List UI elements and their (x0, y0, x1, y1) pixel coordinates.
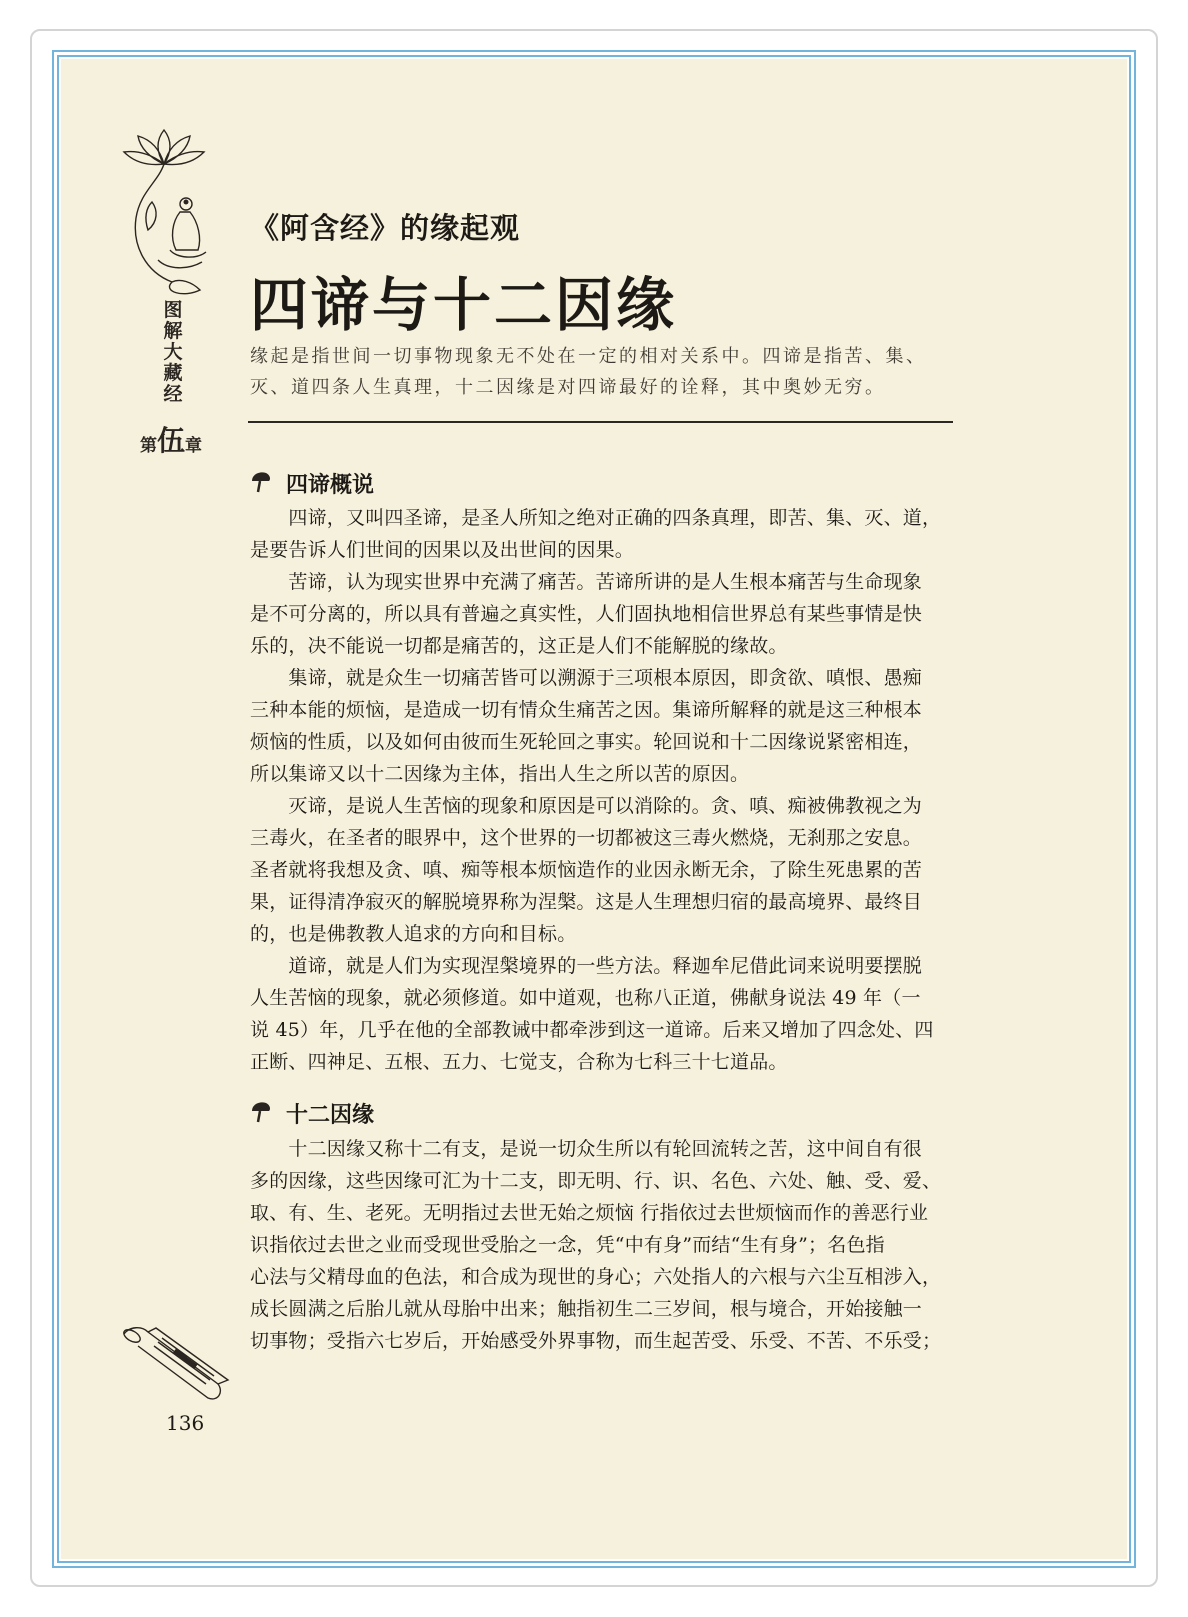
chapter-suffix: 章 (185, 436, 203, 456)
paragraph-line: 灭谛，是说人生苦恼的现象和原因是可以消除的。贪、嗔、痴被佛教视之为 (250, 795, 923, 817)
paragraph-line: 是不可分离的，所以具有普遍之真实性，人们固执地相信世界总有某些事情是快 (250, 603, 923, 625)
chapter-badge (140, 422, 202, 456)
paragraph-line: 三毒火，在圣者的眼界中，这个世界的一切都被这三毒火燃烧，无刹那之安息。 (250, 827, 923, 849)
paragraph-line: 十二因缘又称十二有支，是说一切众生所以有轮回流转之苦，这中间自有很 (250, 1138, 923, 1160)
scroll-illustration (118, 1318, 234, 1406)
lotus-figure-illustration (118, 122, 210, 302)
series-title-vertical (158, 300, 188, 405)
paragraph-line: 的，也是佛教教人追求的方向和目标。 (250, 923, 577, 945)
paragraph-line: 成长圆满之后胎儿就从母胎中出来；触指初生二三岁间，根与境合，开始接触一 (250, 1298, 923, 1320)
paragraph-line: 所以集谛又以十二因缘为主体，指出人生之所以苦的原因。 (250, 763, 750, 785)
paragraph-line: 集谛，就是众生一切痛苦皆可以溯源于三项根本原因，即贪欲、嗔恨、愚痴 (250, 667, 923, 689)
paragraph-line: 果，证得清净寂灭的解脱境界称为涅槃。这是人生理想归宿的最高境界、最终目 (250, 891, 923, 913)
paragraph-line: 四谛，又叫四圣谛，是圣人所知之绝对正确的四条真理，即苦、集、灭、道， (250, 507, 942, 529)
page-number: 136 (166, 1411, 205, 1435)
paragraph-line: 多的因缘，这些因缘可汇为十二支，即无明、行、识、名色、六处、触、受、爱、 (250, 1170, 942, 1192)
paragraph-line: 说 45）年，几乎在他的全部教诫中都牵涉到这一道谛。后来又增加了四念处、四 (250, 1019, 934, 1041)
paragraph-line: 心法与父精母血的色法，和合成为现世的身心；六处指人的六根与六尘互相涉入， (250, 1266, 942, 1288)
paragraph-line: 苦谛，认为现实世界中充满了痛苦。苦谛所讲的是人生根本痛苦与生命现象 (250, 571, 923, 593)
header-divider (248, 421, 953, 423)
section-title-twelve-links: 十二因缘 (286, 1102, 375, 1128)
series-title-char: 藏 (163, 362, 183, 384)
section-title-four-truths: 四谛概说 (286, 472, 375, 498)
paragraph-line: 三种本能的烦恼，是造成一切有情众生痛苦之因。集谛所解释的就是这三种根本 (250, 699, 923, 721)
intro-line: 缘起是指世间一切事物现象无不处在一定的相对关系中。四谛是指苦、集、 (250, 346, 927, 367)
series-title-char: 解 (163, 320, 183, 342)
mushroom-icon (250, 470, 272, 494)
mushroom-icon (250, 1100, 272, 1124)
series-title-char: 图 (163, 299, 183, 321)
paragraph-line: 识指依过去世之业而受现世受胎之一念，凭“中有身”而结“生有身”；名色指 (250, 1234, 885, 1256)
paragraph-line: 切事物；受指六七岁后，开始感受外界事物，而生起苦受、乐受、不苦、不乐受； (250, 1330, 942, 1352)
series-title-char: 大 (163, 341, 183, 363)
paragraph-line: 人生苦恼的现象，就必须修道。如中道观，也称八正道，佛献身说法 49 年（一 (250, 987, 921, 1009)
chapter-number: 伍 (157, 424, 186, 457)
paragraph-line: 乐的，决不能说一切都是痛苦的，这正是人们不能解脱的缘故。 (250, 635, 788, 657)
page-title: 四谛与十二因缘 (250, 271, 678, 339)
paragraph-line: 烦恼的性质，以及如何由彼而生死轮回之事实。轮回说和十二因缘说紧密相连， (250, 731, 923, 753)
paragraph-line: 取、有、生、老死。无明指过去世无始之烦恼 行指依过去世烦恼而作的善恶行业 (250, 1202, 929, 1224)
series-title-char: 经 (163, 383, 183, 405)
page-subtitle: 《阿含经》的缘起观 (250, 211, 521, 245)
intro-line: 灭、道四条人生真理，十二因缘是对四谛最好的诠释，其中奥妙无穷。 (250, 377, 886, 398)
paragraph-line: 正断、四神足、五根、五力、七觉支，合称为七科三十七道品。 (250, 1051, 788, 1073)
paragraph-line: 圣者就将我想及贪、嗔、痴等根本烦恼造作的业因永断无余，了除生死患累的苦 (250, 859, 923, 881)
paragraph-line: 道谛，就是人们为实现涅槃境界的一些方法。释迦牟尼借此词来说明要摆脱 (250, 955, 923, 977)
paragraph-line: 是要告诉人们世间的因果以及出世间的因果。 (250, 539, 635, 561)
chapter-prefix: 第 (140, 436, 157, 456)
